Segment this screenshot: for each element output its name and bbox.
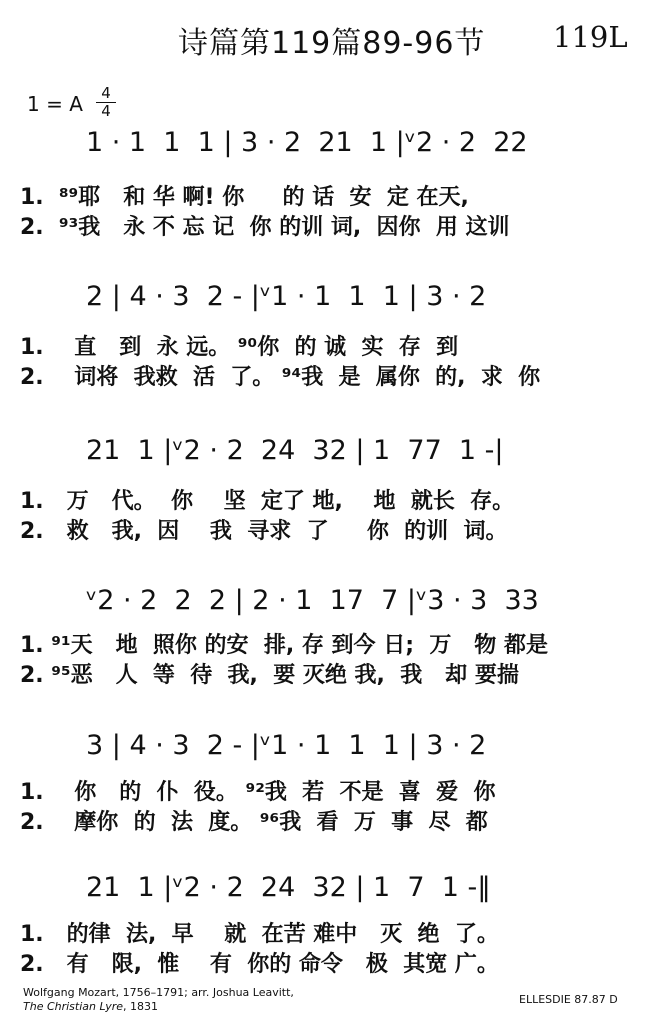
notation-line: 3 | 4 · 3 2 - |ᵛ1 · 1 1 1 | 3 · 2	[86, 730, 487, 761]
verse-2-lyric: 2. 词将 我救 活 了。 ⁹⁴我 是 属你 的, 求 你	[20, 365, 541, 390]
notation-line: 21 1 |ᵛ2 · 2 24 32 | 1 77 1 -|	[86, 435, 504, 466]
composer-credit	[23, 986, 294, 1014]
time-signature-bottom: 4	[101, 102, 111, 120]
time-signature-top: 4	[101, 84, 111, 102]
source-title: The Christian Lyre	[23, 1000, 124, 1013]
notation-line: ᵛ2 · 2 2 2 | 2 · 1 17 7 |ᵛ3 · 3 33	[86, 585, 539, 616]
notation-line: 1 · 1 1 1 | 3 · 2 21 1 |ᵛ2 · 2 22	[86, 127, 528, 158]
verse-1-lyric: 1. 万 代。 你 坚 定了 地, 地 就长 存。	[20, 489, 515, 514]
tune-meter: ELLESDIE 87.87 D	[519, 993, 618, 1006]
verse-1-lyric: 1. 你 的 仆 役。 ⁹²我 若 不是 喜 爱 你	[20, 780, 496, 805]
notation-line: 21 1 |ᵛ2 · 2 24 32 | 1 7 1 -‖	[86, 872, 491, 903]
hymn-title: 诗篇第119篇89-96节	[178, 26, 486, 61]
time-signature	[94, 85, 118, 120]
key-signature: 1 = A	[27, 92, 83, 116]
hymn-number: 119L	[553, 20, 628, 54]
verse-2-lyric: 2. 摩你 的 法 度。 ⁹⁶我 看 万 事 尽 都	[20, 810, 488, 835]
source-year: , 1831	[123, 1000, 159, 1013]
verse-2-lyric: 2. ⁹³我 永 不 忘 记 你 的训 词, 因你 用 这训	[20, 215, 510, 240]
verse-2-lyric: 2. 有 限, 惟 有 你的 命令 极 其宽 广。	[20, 952, 499, 977]
verse-1-lyric: 1. 的律 法, 早 就 在苦 难中 灭 绝 了。	[20, 922, 499, 947]
verse-2-lyric: 2. ⁹⁵恶 人 等 待 我, 要 灭绝 我, 我 却 要揣	[20, 663, 519, 688]
verse-1-lyric: 1. 直 到 永 远。 ⁹⁰你 的 诚 实 存 到	[20, 335, 459, 360]
verse-2-lyric: 2. 救 我, 因 我 寻求 了 你 的训 词。	[20, 519, 508, 544]
credit-line-2	[23, 1000, 294, 1014]
verse-1-lyric: 1. ⁹¹天 地 照你 的安 排, 存 到今 日; 万 物 都是	[20, 633, 548, 658]
notation-line: 2 | 4 · 3 2 - |ᵛ1 · 1 1 1 | 3 · 2	[86, 281, 487, 312]
verse-1-lyric: 1. ⁸⁹耶 和 华 啊! 你 的 话 安 定 在天,	[20, 185, 469, 210]
credit-line-1: Wolfgang Mozart, 1756–1791; arr. Joshua Leavitt,	[23, 986, 294, 999]
